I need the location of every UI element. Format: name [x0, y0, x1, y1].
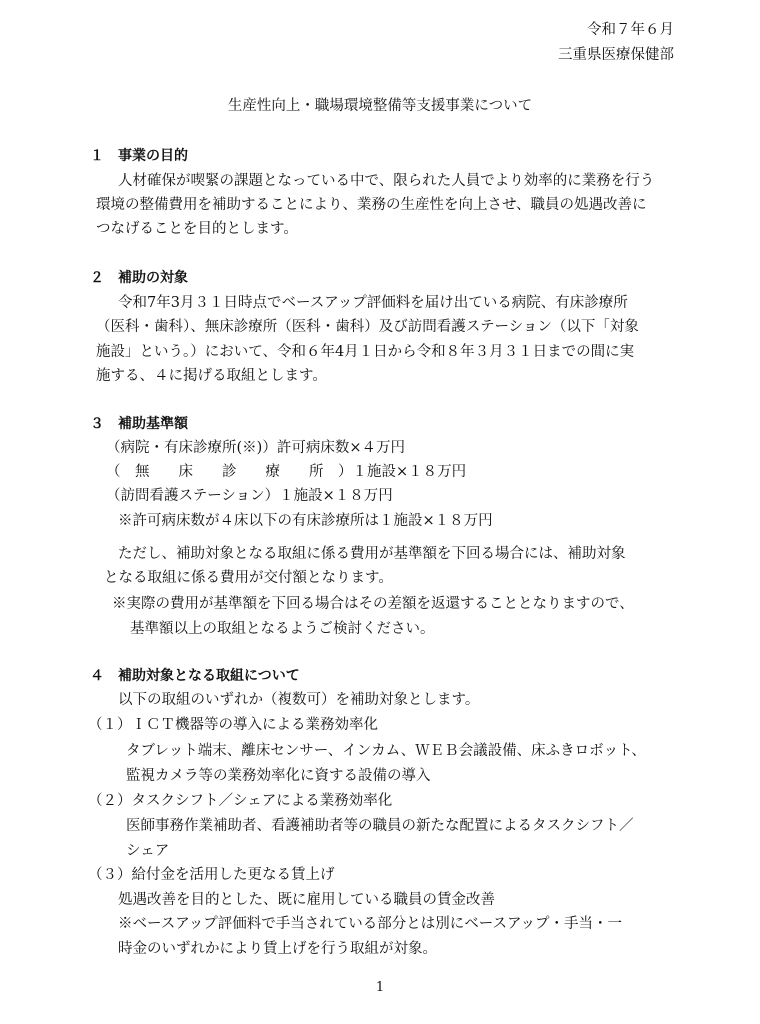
rate-row: （ 無 床 診 療 所 ）１施設×１８万円 — [106, 464, 467, 480]
list-item-text: シェア — [126, 843, 170, 859]
section-heading: ２ 補助の対象 — [90, 270, 188, 286]
paragraph-line: （医科・歯科）、無床診療所（医科・歯科）及び訪問看護ステーション（以下「対象 — [96, 319, 639, 335]
rate-row: （訪問看護ステーション）１施設×１８万円 — [106, 488, 393, 504]
list-item-text: 医師事務作業補助者、看護補助者等の職員の新たな配置によるタスクシフト／ — [126, 818, 634, 834]
list-item-text: 処遇改善を目的とした、既に雇用している職員の賃金改善 — [118, 892, 495, 908]
list-item-text: タブレット端末、離床センサー、インカム、ＷＥＢ会議設備、床ふきロボット、 — [126, 743, 646, 759]
list-item-text: 時金のいずれかにより賃上げを行う取組が対象。 — [118, 941, 437, 957]
paragraph-line: 環境の整備費用を補助することにより、業務の生産性を向上させ、職員の処遇改善に — [96, 197, 647, 213]
list-item-heading: （３）給付金を活用した更なる賃上げ — [88, 867, 335, 883]
rate-note: ※許可病床数が４床以下の有床診療所は１施設×１８万円 — [118, 513, 493, 529]
paragraph-line: 令和7年3月３１日時点でベースアップ評価料を届け出ている病院、有床診療所 — [118, 295, 628, 311]
paragraph-line: 人材確保が喫緊の課題となっている中で、限られた人員でより効率的に業務を行う — [118, 173, 655, 189]
paragraph-line: 以下の取組のいずれか（複数可）を補助対象とします。 — [118, 692, 480, 708]
rate-row: （病院・有床診療所(※)）許可病床数×４万円 — [106, 440, 405, 456]
document-title: 生産性向上・職場環境整備等支援事業について — [227, 98, 533, 114]
section-heading: ４ 補助対象となる取組について — [90, 668, 300, 684]
paragraph-line: 施する、４に掲げる取組とします。 — [96, 368, 327, 384]
paragraph-line: 施設」という。）において、令和６年4月１日から令和８年３月３１日までの間に実 — [96, 344, 635, 360]
list-item-text: 監視カメラ等の業務効率化に資する設備の導入 — [126, 768, 431, 784]
department-line: 三重県医療保健部 — [558, 47, 674, 63]
note-line: ※実際の費用が基準額を下回る場合はその差額を返還することとなりますので、 — [112, 596, 634, 612]
section-heading: ３ 補助基準額 — [90, 416, 188, 432]
paragraph-line: つなげることを目的とします。 — [96, 221, 298, 237]
list-item-heading: （２）タスクシフト／シェアによる業務効率化 — [88, 793, 393, 809]
page-number: 1 — [375, 980, 385, 995]
paragraph-line: ただし、補助対象となる取組に係る費用が基準額を下回る場合には、補助対象 — [118, 546, 626, 562]
date-line: 令和７年６月 — [587, 22, 674, 38]
note-line: 基準額以上の取組となるようご検討ください。 — [130, 621, 435, 637]
list-item-text: ※ベースアップ評価料で手当されている部分とは別にベースアップ・手当・一 — [118, 916, 623, 932]
list-item-heading: （１）ＩＣＴ機器等の導入による業務効率化 — [88, 717, 378, 733]
section-heading: １ 事業の目的 — [90, 148, 188, 164]
paragraph-line: となる取組に係る費用が交付額となります。 — [104, 570, 393, 586]
